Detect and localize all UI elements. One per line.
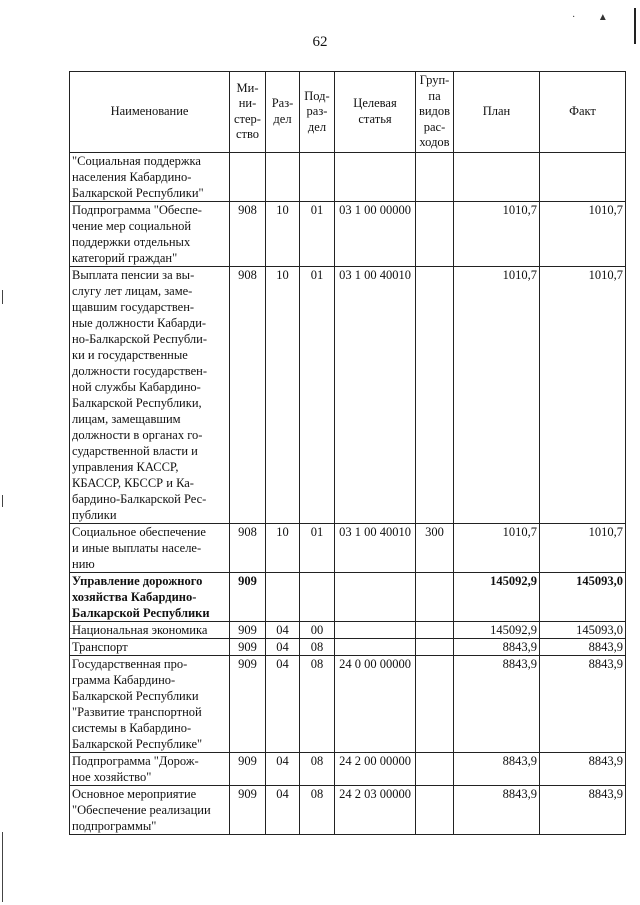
cell-group <box>416 201 454 266</box>
scan-edge-bar <box>634 8 636 44</box>
cell-name-line: Управление дорожного <box>72 573 203 588</box>
cell-plan: 1010,7 <box>454 266 540 523</box>
cell-ministry: 909 <box>230 655 266 752</box>
cell-plan: 1010,7 <box>454 201 540 266</box>
cell-fact: 1010,7 <box>540 523 626 572</box>
cell-name <box>70 572 230 621</box>
cell-target: 03 1 00 40010 <box>335 266 416 523</box>
cell-plan: 145092,9 <box>454 572 540 621</box>
header-section-line: Раз- <box>271 96 294 111</box>
cell-name-line: Подпрограмма "Обеспе- <box>72 202 202 217</box>
cell-name-line: чение мер социальной <box>72 218 192 233</box>
cell-section: 04 <box>266 621 300 638</box>
cell-subsection: 01 <box>300 201 335 266</box>
cell-name-line: щавшим государствен- <box>72 299 195 314</box>
table-header-row <box>70 72 626 153</box>
cell-subsection: 08 <box>300 752 335 785</box>
cell-group <box>416 621 454 638</box>
cell-plan: 8843,9 <box>454 638 540 655</box>
cell-name-line: Балкарской Республики <box>72 605 210 620</box>
cell-name-line: должности государствен- <box>72 363 208 378</box>
cell-name-line: но-Балкарской Республи- <box>72 331 208 346</box>
cell-name-line: Балкарской Республике" <box>72 736 203 751</box>
cell-name <box>70 655 230 752</box>
table-row <box>70 523 626 572</box>
cell-target: 24 2 03 00000 <box>335 785 416 834</box>
cell-name-line: "Развитие транспортной <box>72 704 202 719</box>
cell-section: 04 <box>266 638 300 655</box>
cell-section <box>266 572 300 621</box>
cell-target: 24 0 00 00000 <box>335 655 416 752</box>
cell-section: 10 <box>266 523 300 572</box>
cell-name-line: Социальное обеспечение <box>72 524 206 539</box>
header-ministry-line: Ми- <box>236 80 259 95</box>
cell-ministry: 908 <box>230 266 266 523</box>
cell-name-line: населения Кабардино- <box>72 169 192 184</box>
cell-group <box>416 638 454 655</box>
cell-target <box>335 621 416 638</box>
header-section-line: дел <box>273 111 292 126</box>
cell-ministry: 909 <box>230 621 266 638</box>
cell-subsection: 01 <box>300 266 335 523</box>
cell-target: 24 2 00 00000 <box>335 752 416 785</box>
cell-group <box>416 655 454 752</box>
cell-ministry: 908 <box>230 523 266 572</box>
cell-ministry: 909 <box>230 572 266 621</box>
cell-section: 04 <box>266 655 300 752</box>
cell-name-line: "Социальная поддержка <box>72 153 201 168</box>
cell-name <box>70 266 230 523</box>
cell-name <box>70 523 230 572</box>
cell-subsection: 08 <box>300 655 335 752</box>
cell-name-line: Основное мероприятие <box>72 786 197 801</box>
cell-plan: 1010,7 <box>454 523 540 572</box>
cell-ministry: 909 <box>230 752 266 785</box>
cell-section: 04 <box>266 752 300 785</box>
cell-name-line: подпрограммы" <box>72 818 157 833</box>
cell-fact: 8843,9 <box>540 638 626 655</box>
cell-name-line: Балкарской Республики, <box>72 395 202 410</box>
cell-fact <box>540 152 626 201</box>
cell-fact: 145093,0 <box>540 572 626 621</box>
header-target-line: статья <box>358 111 392 126</box>
cell-name-line: хозяйства Кабардино- <box>72 589 197 604</box>
cell-plan: 8843,9 <box>454 785 540 834</box>
header-subsection-line: дел <box>307 119 327 134</box>
cell-name-line: Государственная про- <box>72 656 188 671</box>
table-row <box>70 266 626 523</box>
cell-name-line: Выплата пенсии за вы- <box>72 267 195 282</box>
cell-name-line: ной службы Кабардино- <box>72 379 201 394</box>
scan-margin-mark <box>2 832 3 902</box>
budget-table <box>69 71 626 835</box>
cell-fact: 8843,9 <box>540 752 626 785</box>
cell-name-line: Подпрограмма "Дорож- <box>72 753 199 768</box>
cell-target: 03 1 00 40010 <box>335 523 416 572</box>
header-ministry-line: стер- <box>234 111 261 126</box>
cell-name-line: "Обеспечение реализации <box>72 802 211 817</box>
header-group-line: Груп- <box>419 73 450 87</box>
cell-plan <box>454 152 540 201</box>
cell-section: 04 <box>266 785 300 834</box>
header-subsection <box>300 72 335 153</box>
page-number: 62 <box>312 34 328 50</box>
table-row <box>70 572 626 621</box>
cell-fact: 8843,9 <box>540 655 626 752</box>
table-row <box>70 621 626 638</box>
cell-name-line: Национальная экономика <box>72 622 208 637</box>
cell-name <box>70 785 230 834</box>
header-target-line: Целевая <box>353 96 397 111</box>
header-section <box>266 72 300 153</box>
cell-name-line: системы в Кабардино- <box>72 720 192 735</box>
cell-name-line: Транспорт <box>72 639 128 654</box>
scan-margin-mark <box>2 290 3 304</box>
cell-ministry: 909 <box>230 785 266 834</box>
header-group-line: рас- <box>423 119 446 134</box>
header-subsection-line: Под- <box>304 88 330 103</box>
cell-name-line: ные должности Кабарди- <box>72 315 207 330</box>
cell-name <box>70 201 230 266</box>
table-row <box>70 201 626 266</box>
cell-name <box>70 638 230 655</box>
cell-name-line: и иные выплаты населе- <box>72 540 202 555</box>
cell-name-line: ки и государственные <box>72 347 188 362</box>
cell-name-line: лицам, замещавшим <box>72 411 181 426</box>
header-group-line: видов <box>418 104 451 118</box>
cell-section <box>266 152 300 201</box>
table-row <box>70 152 626 201</box>
header-subsection-line: раз- <box>306 104 328 118</box>
cell-name-line: Балкарской Республики <box>72 688 199 703</box>
table-row <box>70 655 626 752</box>
cell-name-line: ное хозяйство" <box>72 769 152 784</box>
cell-name-line: должности в органах го- <box>72 427 203 442</box>
scan-corner-marks: · ▲ <box>572 12 618 23</box>
cell-subsection: 00 <box>300 621 335 638</box>
cell-group <box>416 152 454 201</box>
cell-subsection: 01 <box>300 523 335 572</box>
cell-ministry <box>230 152 266 201</box>
cell-group <box>416 752 454 785</box>
table-row <box>70 638 626 655</box>
cell-name-line: нию <box>72 556 95 571</box>
cell-name <box>70 752 230 785</box>
cell-name <box>70 621 230 638</box>
cell-plan: 8843,9 <box>454 655 540 752</box>
cell-fact: 8843,9 <box>540 785 626 834</box>
cell-fact: 1010,7 <box>540 201 626 266</box>
cell-subsection <box>300 572 335 621</box>
cell-section: 10 <box>266 201 300 266</box>
cell-name-line: категорий граждан" <box>72 250 178 265</box>
cell-target <box>335 638 416 655</box>
cell-name-line: слугу лет лицам, заме- <box>72 283 193 298</box>
cell-target: 03 1 00 00000 <box>335 201 416 266</box>
cell-subsection: 08 <box>300 638 335 655</box>
cell-name-line: управления КАССР, <box>72 459 179 474</box>
cell-fact: 1010,7 <box>540 266 626 523</box>
cell-section: 10 <box>266 266 300 523</box>
cell-name <box>70 152 230 201</box>
cell-name-line: КБАССР, КБССР и Ка- <box>72 475 194 490</box>
cell-subsection <box>300 152 335 201</box>
cell-group: 300 <box>416 523 454 572</box>
cell-name-line: Балкарской Республики" <box>72 185 204 200</box>
table-row <box>70 752 626 785</box>
header-fact: Факт <box>540 72 626 153</box>
cell-name-line: грамма Кабардино- <box>72 672 176 687</box>
header-group <box>416 72 454 153</box>
header-ministry <box>230 72 266 153</box>
cell-name-line: публики <box>72 507 117 522</box>
header-plan: План <box>454 72 540 153</box>
cell-ministry: 908 <box>230 201 266 266</box>
cell-group <box>416 572 454 621</box>
cell-target <box>335 152 416 201</box>
header-ministry-line: ство <box>235 127 260 142</box>
header-name: Наименование <box>70 72 230 153</box>
cell-name-line: поддержки отдельных <box>72 234 191 249</box>
cell-target <box>335 572 416 621</box>
cell-name-line: сударственной власти и <box>72 443 198 458</box>
cell-plan: 8843,9 <box>454 752 540 785</box>
header-group-line: па <box>428 88 441 103</box>
table-row <box>70 785 626 834</box>
cell-ministry: 909 <box>230 638 266 655</box>
cell-group <box>416 785 454 834</box>
cell-fact: 145093,0 <box>540 621 626 638</box>
cell-subsection: 08 <box>300 785 335 834</box>
scan-margin-mark <box>2 495 3 507</box>
header-ministry-line: ни- <box>238 96 257 111</box>
cell-group <box>416 266 454 523</box>
cell-plan: 145092,9 <box>454 621 540 638</box>
header-group-line: ходов <box>419 135 450 149</box>
cell-name-line: бардино-Балкарской Рес- <box>72 491 207 506</box>
header-target <box>335 72 416 153</box>
